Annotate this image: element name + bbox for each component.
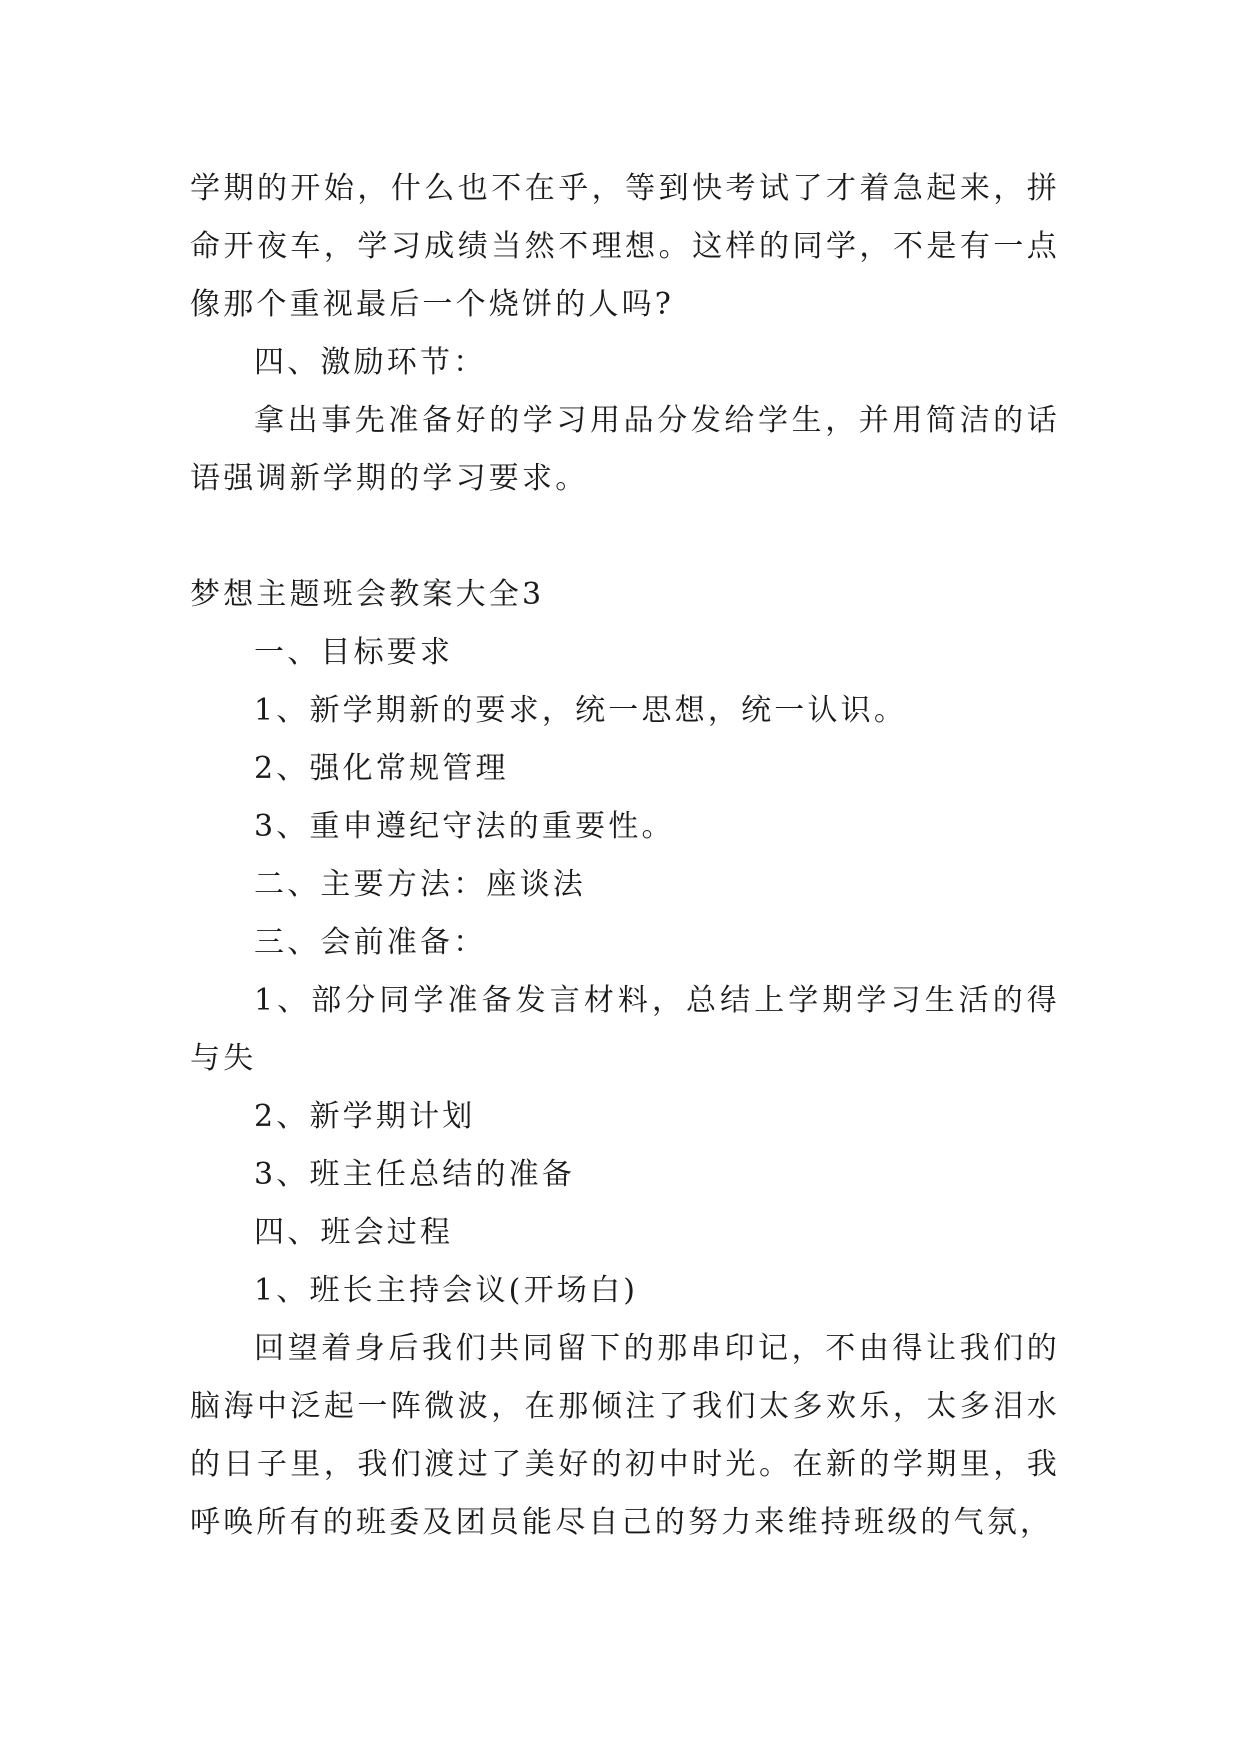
paragraph: 回望着身后我们共同留下的那串印记，不由得让我们的脑海中泛起一阵微波，在那倾注了我们太多欢乐，太多泪水的日子里，我们渡过了美好的初中时光。在新的学期里，我呼唤所有的班委及团员能尽自己的努力来维持班级的气氛， (190, 1331, 1060, 1540)
paragraph-heading: 一、目标要求 (254, 635, 454, 670)
paragraph: 拿出事先准备好的学习用品分发给学生，并用简洁的话语强调新学期的学习要求。 (190, 403, 1060, 496)
list-item: 3、重申遵纪守法的重要性。 (254, 809, 675, 844)
paragraph-heading: 四、班会过程 (254, 1215, 454, 1250)
paragraph-heading: 二、主要方法：座谈法 (254, 867, 586, 902)
list-item: 1、新学期新的要求，统一思想，统一认识。 (254, 693, 908, 728)
list-item: 1、班长主持会议(开场白) (254, 1273, 639, 1308)
section-spacer (190, 508, 1060, 566)
paragraph-heading: 四、激励环节： (254, 345, 487, 380)
document-body (190, 160, 1060, 1552)
paragraph-heading: 三、会前准备： (254, 925, 487, 960)
list-item: 2、强化常规管理 (254, 751, 509, 786)
list-item: 2、新学期计划 (254, 1099, 476, 1134)
paragraph: 学期的开始，什么也不在乎，等到快考试了才着急起来，拼命开夜车，学习成绩当然不理想。这样的同学，不是有一点像那个重视最后一个烧饼的人吗? (190, 171, 1060, 322)
section-title: 梦想主题班会教案大全3 (190, 577, 545, 612)
list-item: 1、部分同学准备发言材料，总结上学期学习生活的得与失 (190, 983, 1060, 1076)
list-item: 3、班主任总结的准备 (254, 1157, 576, 1192)
